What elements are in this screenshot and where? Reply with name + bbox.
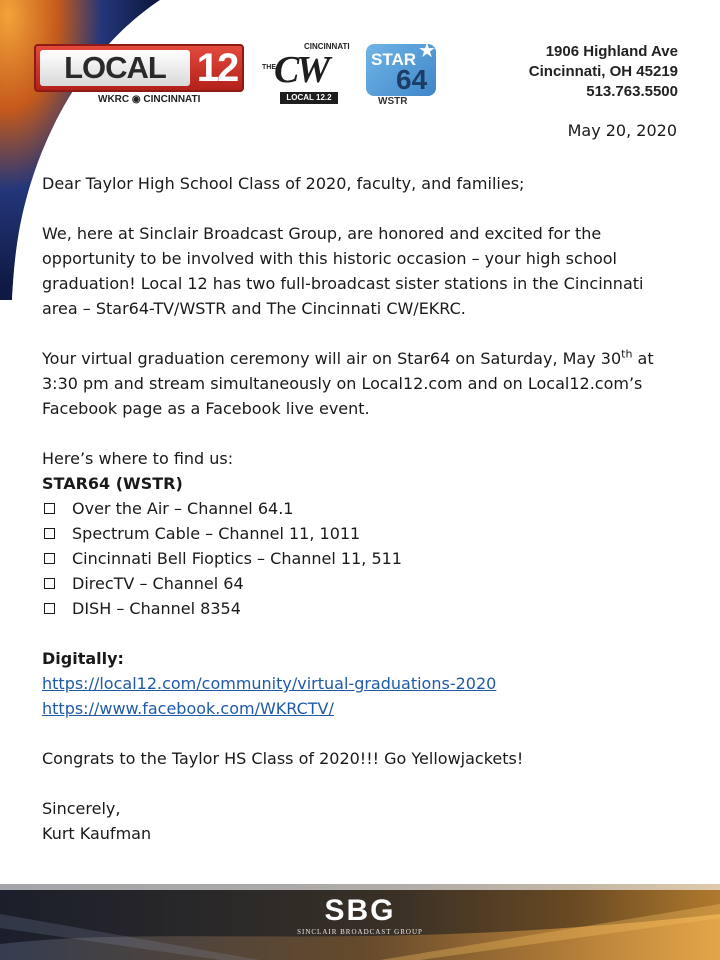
- facebook-link[interactable]: https://www.facebook.com/WKRCTV/: [42, 699, 334, 718]
- sbg-logo: SBG: [324, 894, 396, 927]
- paragraph-broadcast-end: at 3:30 pm and stream simultaneously on Local12.com and on Local12.com’s Facebook page as a Facebook live event.: [42, 349, 654, 418]
- find-us-text: Here’s where to find us:: [42, 449, 234, 468]
- channel-item: [42, 596, 682, 621]
- channel-item: [42, 496, 682, 521]
- local12-logo-number: 12: [196, 46, 238, 90]
- star64-logo-callsign: WSTR: [378, 96, 408, 107]
- channel-label: DISH – Channel 8354: [72, 599, 241, 618]
- station-address: [529, 42, 678, 102]
- ordinal-suffix: th: [621, 347, 633, 361]
- cw-logo-city: CINCINNATI: [304, 42, 350, 51]
- channel-item: [42, 521, 682, 546]
- channel-item: [42, 571, 682, 596]
- checkbox-icon: [44, 553, 55, 564]
- star-icon: ★: [418, 38, 436, 62]
- digital-heading: Digitally:: [42, 649, 124, 668]
- cw-logo-the: THE: [262, 64, 276, 71]
- footer-band: [0, 884, 720, 960]
- address-street: 1906 Highland Ave: [545, 43, 678, 60]
- address-city: Cincinnati, OH 45219: [528, 63, 678, 80]
- station-heading: STAR64 (WSTR): [42, 474, 183, 493]
- local12-logo-word: LOCAL: [40, 50, 190, 86]
- checkbox-icon: [44, 603, 55, 614]
- address-phone: 513.763.5500: [586, 83, 678, 100]
- signer-name: Kurt Kaufman: [42, 824, 152, 843]
- channel-item: [42, 546, 682, 571]
- channel-label: Cincinnati Bell Fioptics – Channel 11, 511: [72, 549, 402, 568]
- paragraph-broadcast-start: Your virtual graduation ceremony will air on Star64 on Saturday, May 30: [42, 349, 622, 368]
- cw-logo-channel: LOCAL 12.2: [280, 92, 338, 104]
- channel-label: DirecTV – Channel 64: [72, 574, 244, 593]
- letter-date: May 20, 2020: [567, 121, 677, 140]
- channel-list: [42, 496, 682, 621]
- salutation: Dear Taylor High School Class of 2020, faculty, and families;: [42, 174, 525, 193]
- channel-label: Over the Air – Channel 64.1: [72, 499, 294, 518]
- star64-logo-word: STAR: [371, 50, 417, 69]
- cw-logo: [258, 42, 354, 106]
- channel-label: Spectrum Cable – Channel 11, 1011: [72, 524, 361, 543]
- letter-body: [42, 171, 682, 846]
- checkbox-icon: [44, 503, 55, 514]
- paragraph-broadcast: [42, 346, 682, 421]
- closing: Sincerely,: [42, 799, 121, 818]
- cw-logo-mark: CW: [274, 49, 328, 91]
- checkbox-icon: [44, 578, 55, 589]
- checkbox-icon: [44, 528, 55, 539]
- congrats-text: Congrats to the Taylor HS Class of 2020!!! Go Yellowjackets!: [42, 749, 524, 768]
- paragraph-intro: We, here at Sinclair Broadcast Group, are honored and excited for the opportunity to be involved with this historic occasion – your high school graduation! Local 12 has two full-broadcast sister stations in the Cincinnati area – Star64-TV/WSTR and The Cincinnati CW/EKRC.: [42, 224, 644, 318]
- link-list: [42, 671, 682, 721]
- graduation-link[interactable]: https://local12.com/community/virtual-graduations-2020: [42, 674, 497, 693]
- local12-logo-subtitle: WKRC ◉ CINCINNATI: [98, 94, 201, 105]
- star64-logo-number: 64: [396, 64, 428, 95]
- local12-logo: [34, 44, 244, 110]
- sbg-logo-subtitle: SINCLAIR BROADCAST GROUP: [297, 928, 423, 936]
- star64-logo: [366, 38, 442, 108]
